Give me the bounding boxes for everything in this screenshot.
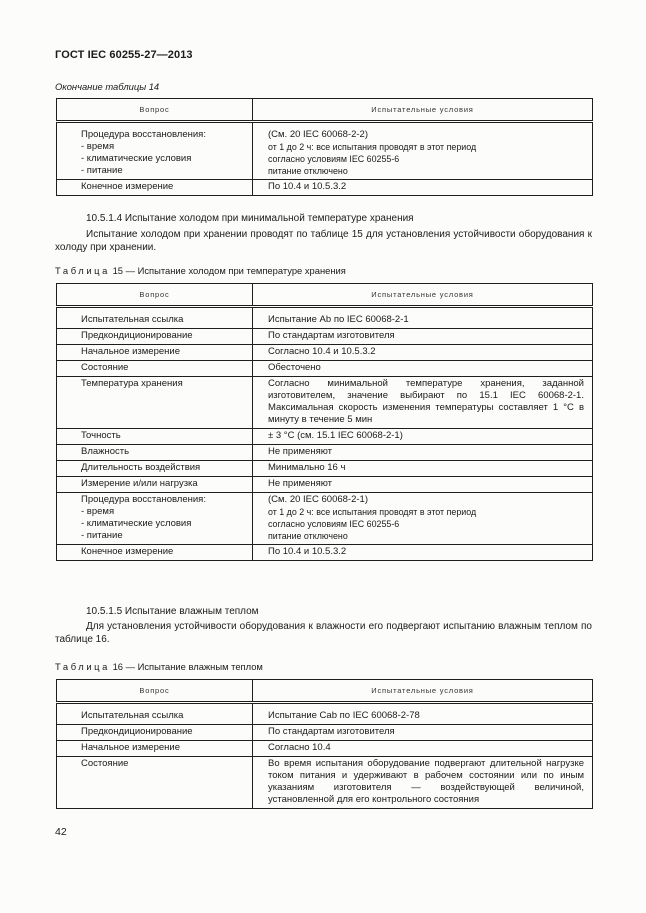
document-header: ГОСТ IEC 60255-27—2013	[55, 49, 193, 61]
section-heading-10-5-1-5: 10.5.1.5 Испытание влажным теплом	[86, 606, 259, 617]
conditions-line: Не применяют	[268, 446, 332, 457]
question-cell	[57, 741, 253, 757]
question-cell	[57, 445, 253, 461]
conditions-cell	[253, 429, 593, 445]
question-cell	[57, 703, 253, 725]
question-cell	[57, 477, 253, 493]
question-cell	[57, 345, 253, 361]
section-heading-10-5-1-4: 10.5.1.4 Испытание холодом при минимальной температуре хранения	[86, 213, 414, 224]
table-row	[57, 493, 593, 545]
conditions-line: Испытание Ab по IEC 60068-2-1	[268, 314, 409, 325]
table-row	[57, 180, 593, 196]
table16-caption-title: 16 — Испытание влажным теплом	[109, 661, 263, 672]
conditions-line: Во время испытания оборудование подвергают длительной нагрузке током питания и удерживают в рабочем состоянии или по иным указаниям изготовителя — воздействующей величиной, установленной для его контрольного состояния	[268, 758, 584, 805]
question-cell	[57, 377, 253, 429]
section-text-10-5-1-4: Испытание холодом при хранении проводят по таблице 15 для установления устойчивости оборудования к холоду при хранении.	[55, 229, 592, 253]
question-line: Состояние	[81, 362, 129, 373]
table-header-row	[57, 680, 593, 703]
conditions-line: По 10.4 и 10.5.3.2	[268, 546, 347, 557]
question-line: Процедура восстановления:	[81, 494, 206, 505]
question-line: Испытательная ссылка	[81, 314, 184, 325]
table15-caption	[55, 265, 346, 276]
column-header-question: Вопрос	[57, 99, 253, 122]
column-header-question: Вопрос	[57, 284, 253, 307]
table-row	[57, 122, 593, 180]
conditions-cell	[253, 461, 593, 477]
question-line: - питание	[81, 165, 123, 176]
question-line: Предкондиционирование	[81, 726, 193, 737]
conditions-line: (См. 20 IEC 60068-2-2)	[268, 129, 368, 140]
question-line: - время	[81, 506, 115, 517]
conditions-cell	[253, 445, 593, 461]
question-line: Длительность воздействия	[81, 462, 201, 473]
question-cell	[57, 461, 253, 477]
conditions-line: согласно условиям IEC 60255-6	[268, 519, 400, 529]
table-row	[57, 445, 593, 461]
conditions-line: Согласно 10.4	[268, 742, 331, 753]
table14	[56, 98, 593, 196]
table15	[56, 283, 593, 561]
conditions-line: Согласно минимальной температуре хранения, заданной изготовителем, значение выбирают по 15.1 IEC 60068-2-1. Максимальная скорость изменения температуры составляет 1 °C в минуту в течение 5 мин	[268, 378, 584, 425]
question-line: Конечное измерение	[81, 181, 174, 192]
question-cell	[57, 429, 253, 445]
question-line: Конечное измерение	[81, 546, 174, 557]
conditions-line: питание отключено	[268, 166, 348, 176]
question-line: Начальное измерение	[81, 346, 180, 357]
conditions-cell	[253, 307, 593, 329]
conditions-line: согласно условиям IEC 60255-6	[268, 154, 400, 164]
table-row	[57, 307, 593, 329]
question-cell	[57, 122, 253, 180]
question-cell	[57, 307, 253, 329]
table-row	[57, 461, 593, 477]
question-line: Влажность	[81, 446, 130, 457]
conditions-cell	[253, 361, 593, 377]
table-row	[57, 757, 593, 809]
question-line: Процедура восстановления:	[81, 129, 206, 140]
question-line: - климатические условия	[81, 153, 192, 164]
table14-caption: Окончание таблицы 14	[55, 81, 160, 92]
table-row	[57, 429, 593, 445]
conditions-cell	[253, 477, 593, 493]
question-line: Предкондиционирование	[81, 330, 193, 341]
conditions-line: Обесточено	[268, 362, 321, 373]
column-header-conditions: Испытательные условия	[253, 680, 593, 703]
conditions-cell	[253, 493, 593, 545]
conditions-line: По 10.4 и 10.5.3.2	[268, 181, 347, 192]
table-row	[57, 703, 593, 725]
question-line: Измерение и/или нагрузка	[81, 478, 198, 489]
table15-caption-prefix: Таблица	[55, 265, 110, 276]
question-cell	[57, 545, 253, 561]
table-row	[57, 477, 593, 493]
question-cell	[57, 493, 253, 545]
conditions-cell	[253, 377, 593, 429]
table-header-row	[57, 284, 593, 307]
column-header-conditions: Испытательные условия	[253, 284, 593, 307]
conditions-cell	[253, 329, 593, 345]
conditions-line: ± 3 °C (см. 15.1 IEC 60068-2-1)	[268, 430, 403, 441]
table-row	[57, 361, 593, 377]
question-cell	[57, 180, 253, 196]
conditions-cell	[253, 703, 593, 725]
table15-caption-title: 15 — Испытание холодом при температуре хранения	[109, 265, 346, 276]
table16-caption	[55, 661, 263, 672]
conditions-line: от 1 до 2 ч: все испытания проводят в этот период	[268, 142, 477, 152]
conditions-line: питание отключено	[268, 531, 348, 541]
conditions-line: от 1 до 2 ч: все испытания проводят в этот период	[268, 507, 477, 517]
conditions-cell	[253, 122, 593, 180]
table-header-row	[57, 99, 593, 122]
conditions-cell	[253, 180, 593, 196]
table-row	[57, 725, 593, 741]
column-header-question: Вопрос	[57, 680, 253, 703]
table-row	[57, 377, 593, 429]
table16	[56, 679, 593, 809]
question-line: Состояние	[81, 758, 129, 769]
question-line: - климатические условия	[81, 518, 192, 529]
conditions-line: (См. 20 IEC 60068-2-1)	[268, 494, 368, 505]
question-cell	[57, 757, 253, 809]
conditions-cell	[253, 725, 593, 741]
question-line: - время	[81, 141, 115, 152]
conditions-line: Согласно 10.4 и 10.5.3.2	[268, 346, 376, 357]
conditions-cell	[253, 757, 593, 809]
table-row	[57, 329, 593, 345]
table16-caption-prefix: Таблица	[55, 661, 110, 672]
conditions-line: Не применяют	[268, 478, 332, 489]
conditions-line: По стандартам изготовителя	[268, 330, 395, 341]
conditions-cell	[253, 741, 593, 757]
question-line: Начальное измерение	[81, 742, 180, 753]
question-cell	[57, 329, 253, 345]
conditions-cell	[253, 545, 593, 561]
question-line: Испытательная ссылка	[81, 710, 184, 721]
table-row	[57, 545, 593, 561]
page-number: 42	[55, 826, 67, 838]
question-cell	[57, 361, 253, 377]
question-line: Температура хранения	[81, 378, 183, 389]
conditions-line: По стандартам изготовителя	[268, 726, 395, 737]
question-cell	[57, 725, 253, 741]
table-row	[57, 741, 593, 757]
question-line: Точность	[81, 430, 121, 441]
conditions-line: Минимально 16 ч	[268, 462, 346, 473]
conditions-line: Испытание Cab по IEC 60068-2-78	[268, 710, 420, 721]
column-header-conditions: Испытательные условия	[253, 99, 593, 122]
question-line: - питание	[81, 530, 123, 541]
conditions-cell	[253, 345, 593, 361]
table-row	[57, 345, 593, 361]
section-text-10-5-1-5: Для установления устойчивости оборудования к влажности его подвергают испытанию влажным теплом по таблице 16.	[55, 621, 592, 645]
